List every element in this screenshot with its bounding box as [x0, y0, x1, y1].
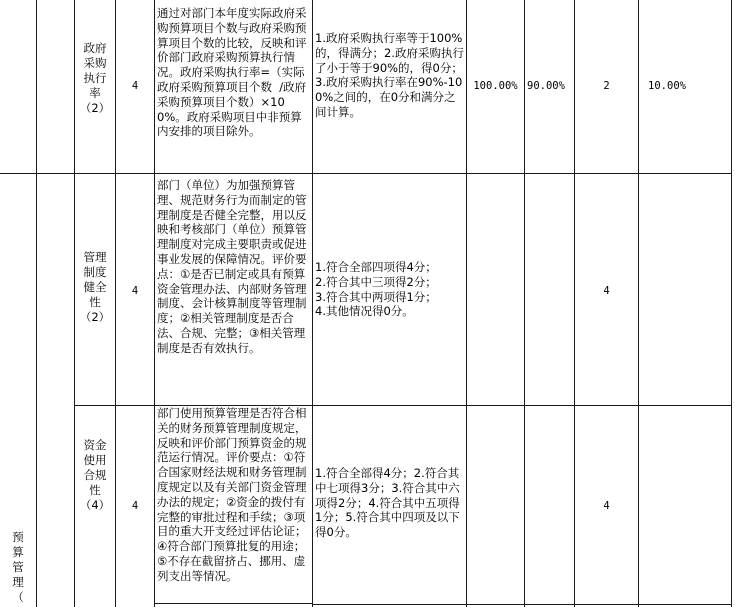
target-value-cell: 100.00%: [473, 80, 518, 92]
actual-value-cell: 90.00%: [527, 80, 565, 92]
row-border: [312, 604, 732, 605]
row-border: [0, 173, 732, 174]
col-border: [154, 0, 155, 607]
indicator-cell: 管理 制度 健全 性 （2）: [79, 250, 111, 324]
criteria-cell: 1.符合全部得4分；2.符合其中七项得3分；3.符合其中六项得2分；4.符合其中五项得1分；5.符合其中四项及以下得0分。: [315, 466, 460, 540]
deduction-rate-cell: 10.00%: [648, 80, 686, 92]
score-cell: 4: [603, 285, 610, 297]
indicator-cell: 资金 使用 合规 性 （4）: [79, 438, 111, 512]
weight-cell: 4: [131, 80, 139, 92]
row-border: [154, 603, 312, 604]
category-cell: 预 算 管 理 （: [12, 530, 24, 604]
score-cell: 4: [603, 500, 610, 512]
score-cell: 2: [603, 80, 610, 92]
weight-cell: 4: [131, 285, 139, 297]
definition-cell: 部门（单位）为加强预算管理、规范财务行为而制定的管理制度是否健全完整，用以反映和考核部门（单位）预算管理制度对完成主要职责或促进事业发展的保障情况。评价要点：①是否已制定或具有预算资金管理办法、内部财务管理制度、会计核算制度等管理制度；②相关管理制度是否合法、合规、完整；③相关管理制度是否有效执行。: [157, 178, 307, 355]
col-border: [524, 0, 525, 607]
definition-cell: 部门使用预算管理是否符合相关的财务预算管理制度规定，反映和评价部门预算资金的规范运行情况。评价要点：①符合国家财经法规和财务管理制度规定以及有关部门资金管理办法的规定；②资金的拨付有完整的审批过程和手续；③项目的重大开支经过评估论证；④符合部门预算批复的用途；⑤不存在截留挤占、挪用、虚列支出等情况。: [157, 406, 307, 583]
indicator-cell: 政府 采购 执行 率 （2）: [79, 41, 111, 115]
criteria-cell: 1.符合全部四项得4分； 2.符合其中三项得2分； 3.符合其中两项得1分； 4.其他情况得0分。: [315, 260, 437, 319]
col-border: [731, 0, 732, 607]
definition-cell: 通过对部门本年度实际政府采购预算项目个数与政府采购预算项目个数的比较，反映和评价部门政府采购预算执行情况。政府采购执行率=（实际政府采购预算项目个数 /政府采购预算项目个数）×100%。政府采购项目中非预算内安排的项目除外。: [157, 6, 307, 139]
criteria-cell: 1.政府采购执行率等于100%的，得满分；2.政府采购执行了小于等于90%的，得0分；3.政府采购执行率在90%-100%之间的，在0分和满分之间计算。: [315, 31, 464, 119]
col-border: [312, 0, 313, 607]
weight-cell: 4: [131, 500, 139, 512]
col-border: [36, 0, 37, 607]
